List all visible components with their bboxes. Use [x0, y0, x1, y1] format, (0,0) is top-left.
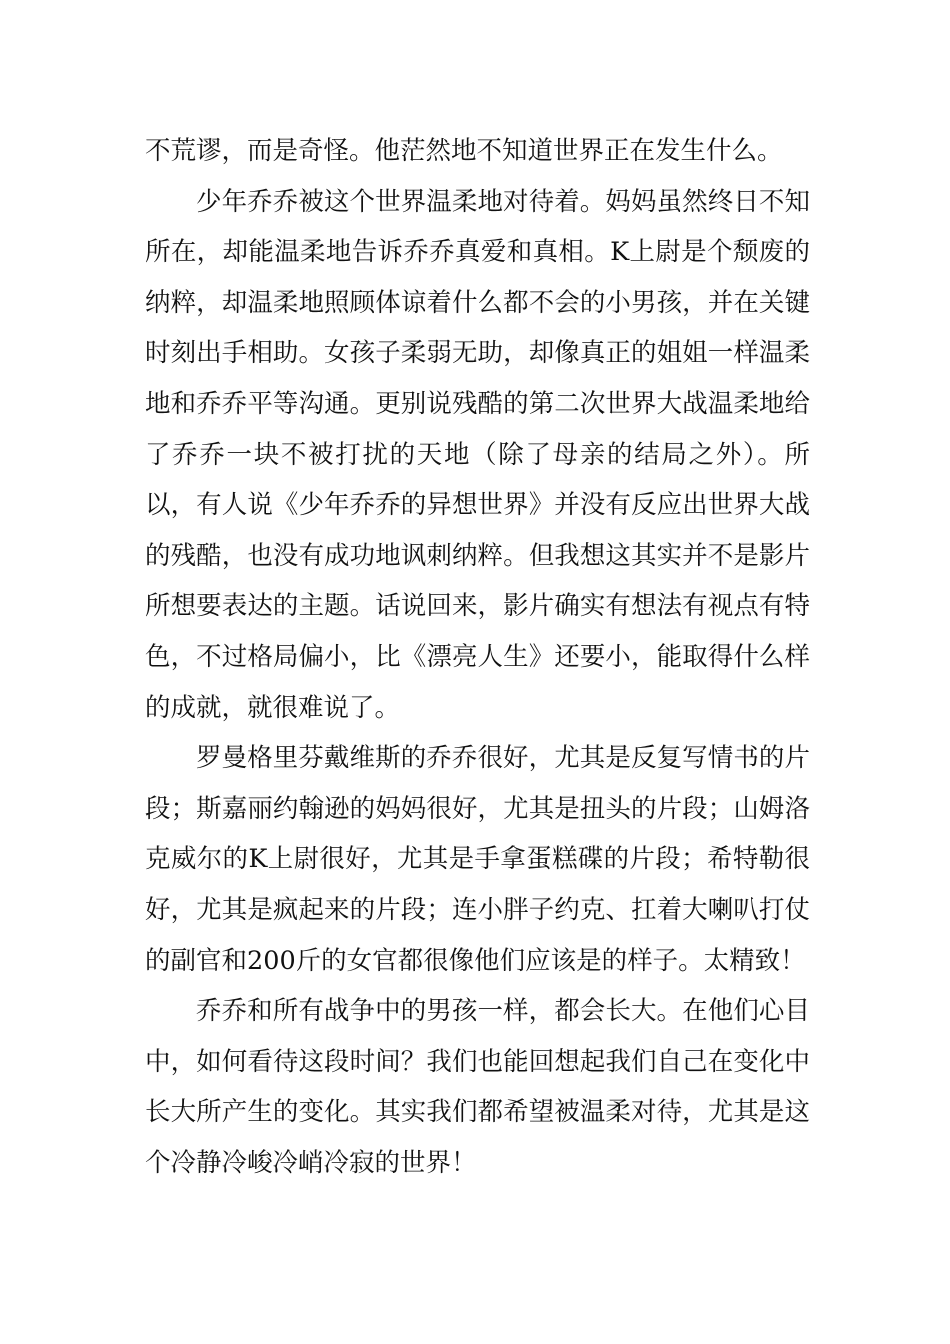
body-text — [145, 126, 810, 1188]
paragraph-continuation: 不荒谬，而是奇怪。他茫然地不知道世界正在发生什么。 — [145, 136, 783, 166]
paragraph: 罗曼格里芬戴维斯的乔乔很好，尤其是反复写情书的片段；斯嘉丽约翰逊的妈妈很好，尤其是扭头的片段；山姆洛克威尔的K上尉很好，尤其是手拿蛋糕碟的片段；希特勒很好，尤其是疯起来的片段；连小胖子约克、扛着大喇叭打仗的副官和200斤的女官都很像他们应该是的样子。太精致！ — [145, 743, 810, 976]
paragraph: 少年乔乔被这个世界温柔地对待着。妈妈虽然终日不知所在，却能温柔地告诉乔乔真爱和真相。K上尉是个颓废的纳粹，却温柔地照顾体谅着什么都不会的小男孩，并在关键时刻出手相助。女孩子柔弱无助，却像真正的姐姐一样温柔地和乔乔平等沟通。更别说残酷的第二次世界大战温柔地给了乔乔一块不被打扰的天地（除了母亲的结局之外）。所以，有人说《少年乔乔的异想世界》并没有反应出世界大战的残酷，也没有成功地讽刺纳粹。但我想这其实并不是影片所想要表达的主题。话说回来，影片确实有想法有视点有特色，不过格局偏小，比《漂亮人生》还要小，能取得什么样的成就，就很难说了。 — [145, 186, 810, 723]
paragraph: 乔乔和所有战争中的男孩一样，都会长大。在他们心目中，如何看待这段时间？我们也能回想起我们自己在变化中长大所产生的变化。其实我们都希望被温柔对待，尤其是这个冷静冷峻冷峭冷寂的世界！ — [145, 996, 810, 1178]
